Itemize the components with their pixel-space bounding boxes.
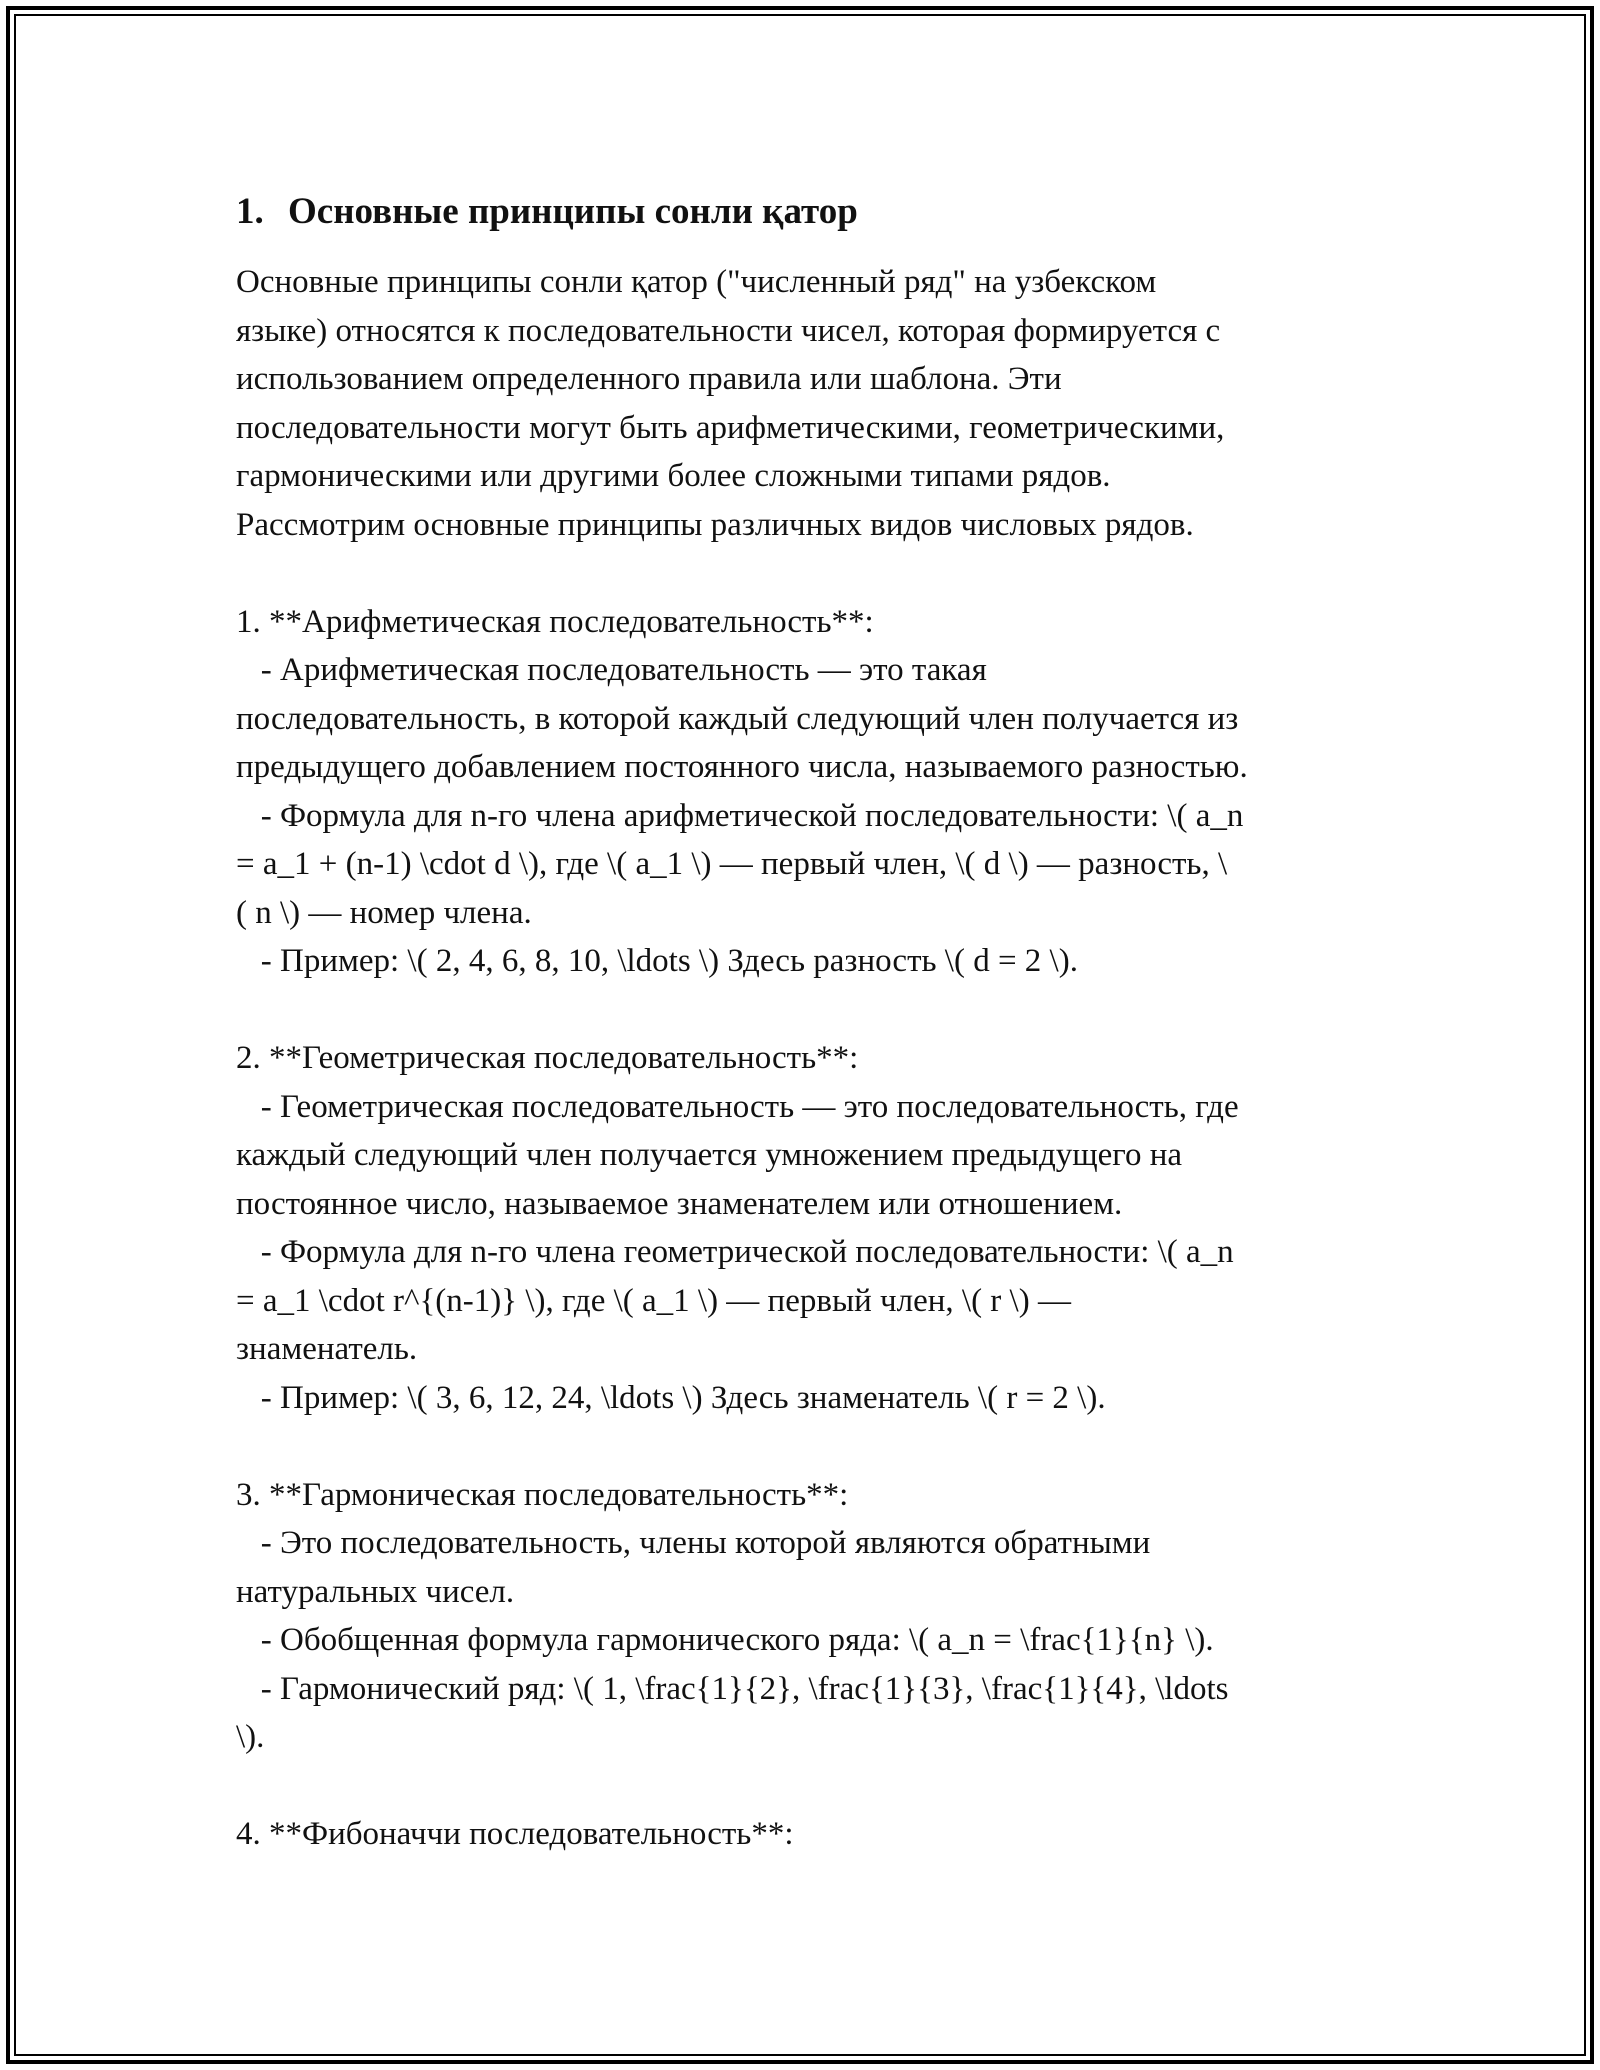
text-line: - Пример: \( 2, 4, 6, 8, 10, \ldots \) Здесь разность \( d = 2 \). bbox=[236, 943, 1078, 979]
heading-title: Основные принципы сонли қатор bbox=[288, 191, 858, 232]
text-line: гармоническими или другими более сложными типами рядов. bbox=[236, 458, 1111, 494]
text-line: языке) относятся к последовательности чисел, которая формируется с bbox=[236, 312, 1221, 349]
text-line: последовательности могут быть арифметическими, геометрическими, bbox=[236, 409, 1225, 446]
text-line: последовательность, в которой каждый следующий член получается из bbox=[236, 700, 1239, 737]
text-line: знаменатель. bbox=[236, 1331, 418, 1367]
text-line: = a_1 \cdot r^{(n-1)} \), где \( a_1 \) — первый член, \( r \) — bbox=[236, 1282, 1071, 1319]
heading-number: 1. bbox=[236, 191, 264, 232]
text-line: - Обобщенная формула гармонического ряда: \( a_n = \frac{1}{n} \). bbox=[236, 1622, 1214, 1658]
document-body bbox=[236, 188, 1376, 1859]
text-line: постоянное число, называемое знаменателем или отношением. bbox=[236, 1185, 1123, 1222]
text-line: предыдущего добавлением постоянного числа, называемого разностью. bbox=[236, 749, 1248, 785]
body-text bbox=[236, 258, 1376, 1859]
blank-line bbox=[236, 986, 1376, 1035]
text-line: Основные принципы сонли қатор ("численный ряд" на узбекском bbox=[236, 264, 1157, 300]
list-item-heading: 3. **Гармоническая последовательность**: bbox=[236, 1476, 849, 1513]
text-line: - Это последовательность, члены которой являются обратными bbox=[236, 1525, 1151, 1561]
text-line: - Формула для n-го члена геометрической последовательности: \( a_n bbox=[236, 1234, 1234, 1270]
list-item-heading: 2. **Геометрическая последовательность**: bbox=[236, 1040, 859, 1076]
text-line: использованием определенного правила или шаблона. Эти bbox=[236, 361, 1062, 397]
text-line: каждый следующий член получается умножением предыдущего на bbox=[236, 1137, 1183, 1173]
blank-line bbox=[236, 1762, 1376, 1811]
text-line: - Гармонический ряд: \( 1, \frac{1}{2}, \frac{1}{3}, \frac{1}{4}, \ldots bbox=[236, 1670, 1229, 1707]
text-line: натуральных чисел. bbox=[236, 1573, 515, 1610]
text-line: \). bbox=[236, 1719, 265, 1755]
list-item-heading: 4. **Фибоначчи последовательность**: bbox=[236, 1816, 794, 1852]
text-line: - Геометрическая последовательность — это последовательность, где bbox=[236, 1088, 1239, 1125]
text-line: Рассмотрим основные принципы различных видов числовых рядов. bbox=[236, 506, 1194, 543]
text-line: - Формула для n-го члена арифметической последовательности: \( a_n bbox=[236, 797, 1244, 834]
blank-line bbox=[236, 1422, 1376, 1471]
text-line: = a_1 + (n-1) \cdot d \), где \( a_1 \) — первый член, \( d \) — разность, \ bbox=[236, 846, 1228, 882]
section-heading bbox=[236, 188, 1376, 236]
blank-line bbox=[236, 549, 1376, 598]
text-line: ( n \) — номер члена. bbox=[236, 894, 532, 931]
text-line: - Пример: \( 3, 6, 12, 24, \ldots \) Здесь знаменатель \( r = 2 \). bbox=[236, 1379, 1106, 1416]
text-line: - Арифметическая последовательность — это такая bbox=[236, 652, 987, 688]
list-item-heading: 1. **Арифметическая последовательность**: bbox=[236, 603, 874, 640]
